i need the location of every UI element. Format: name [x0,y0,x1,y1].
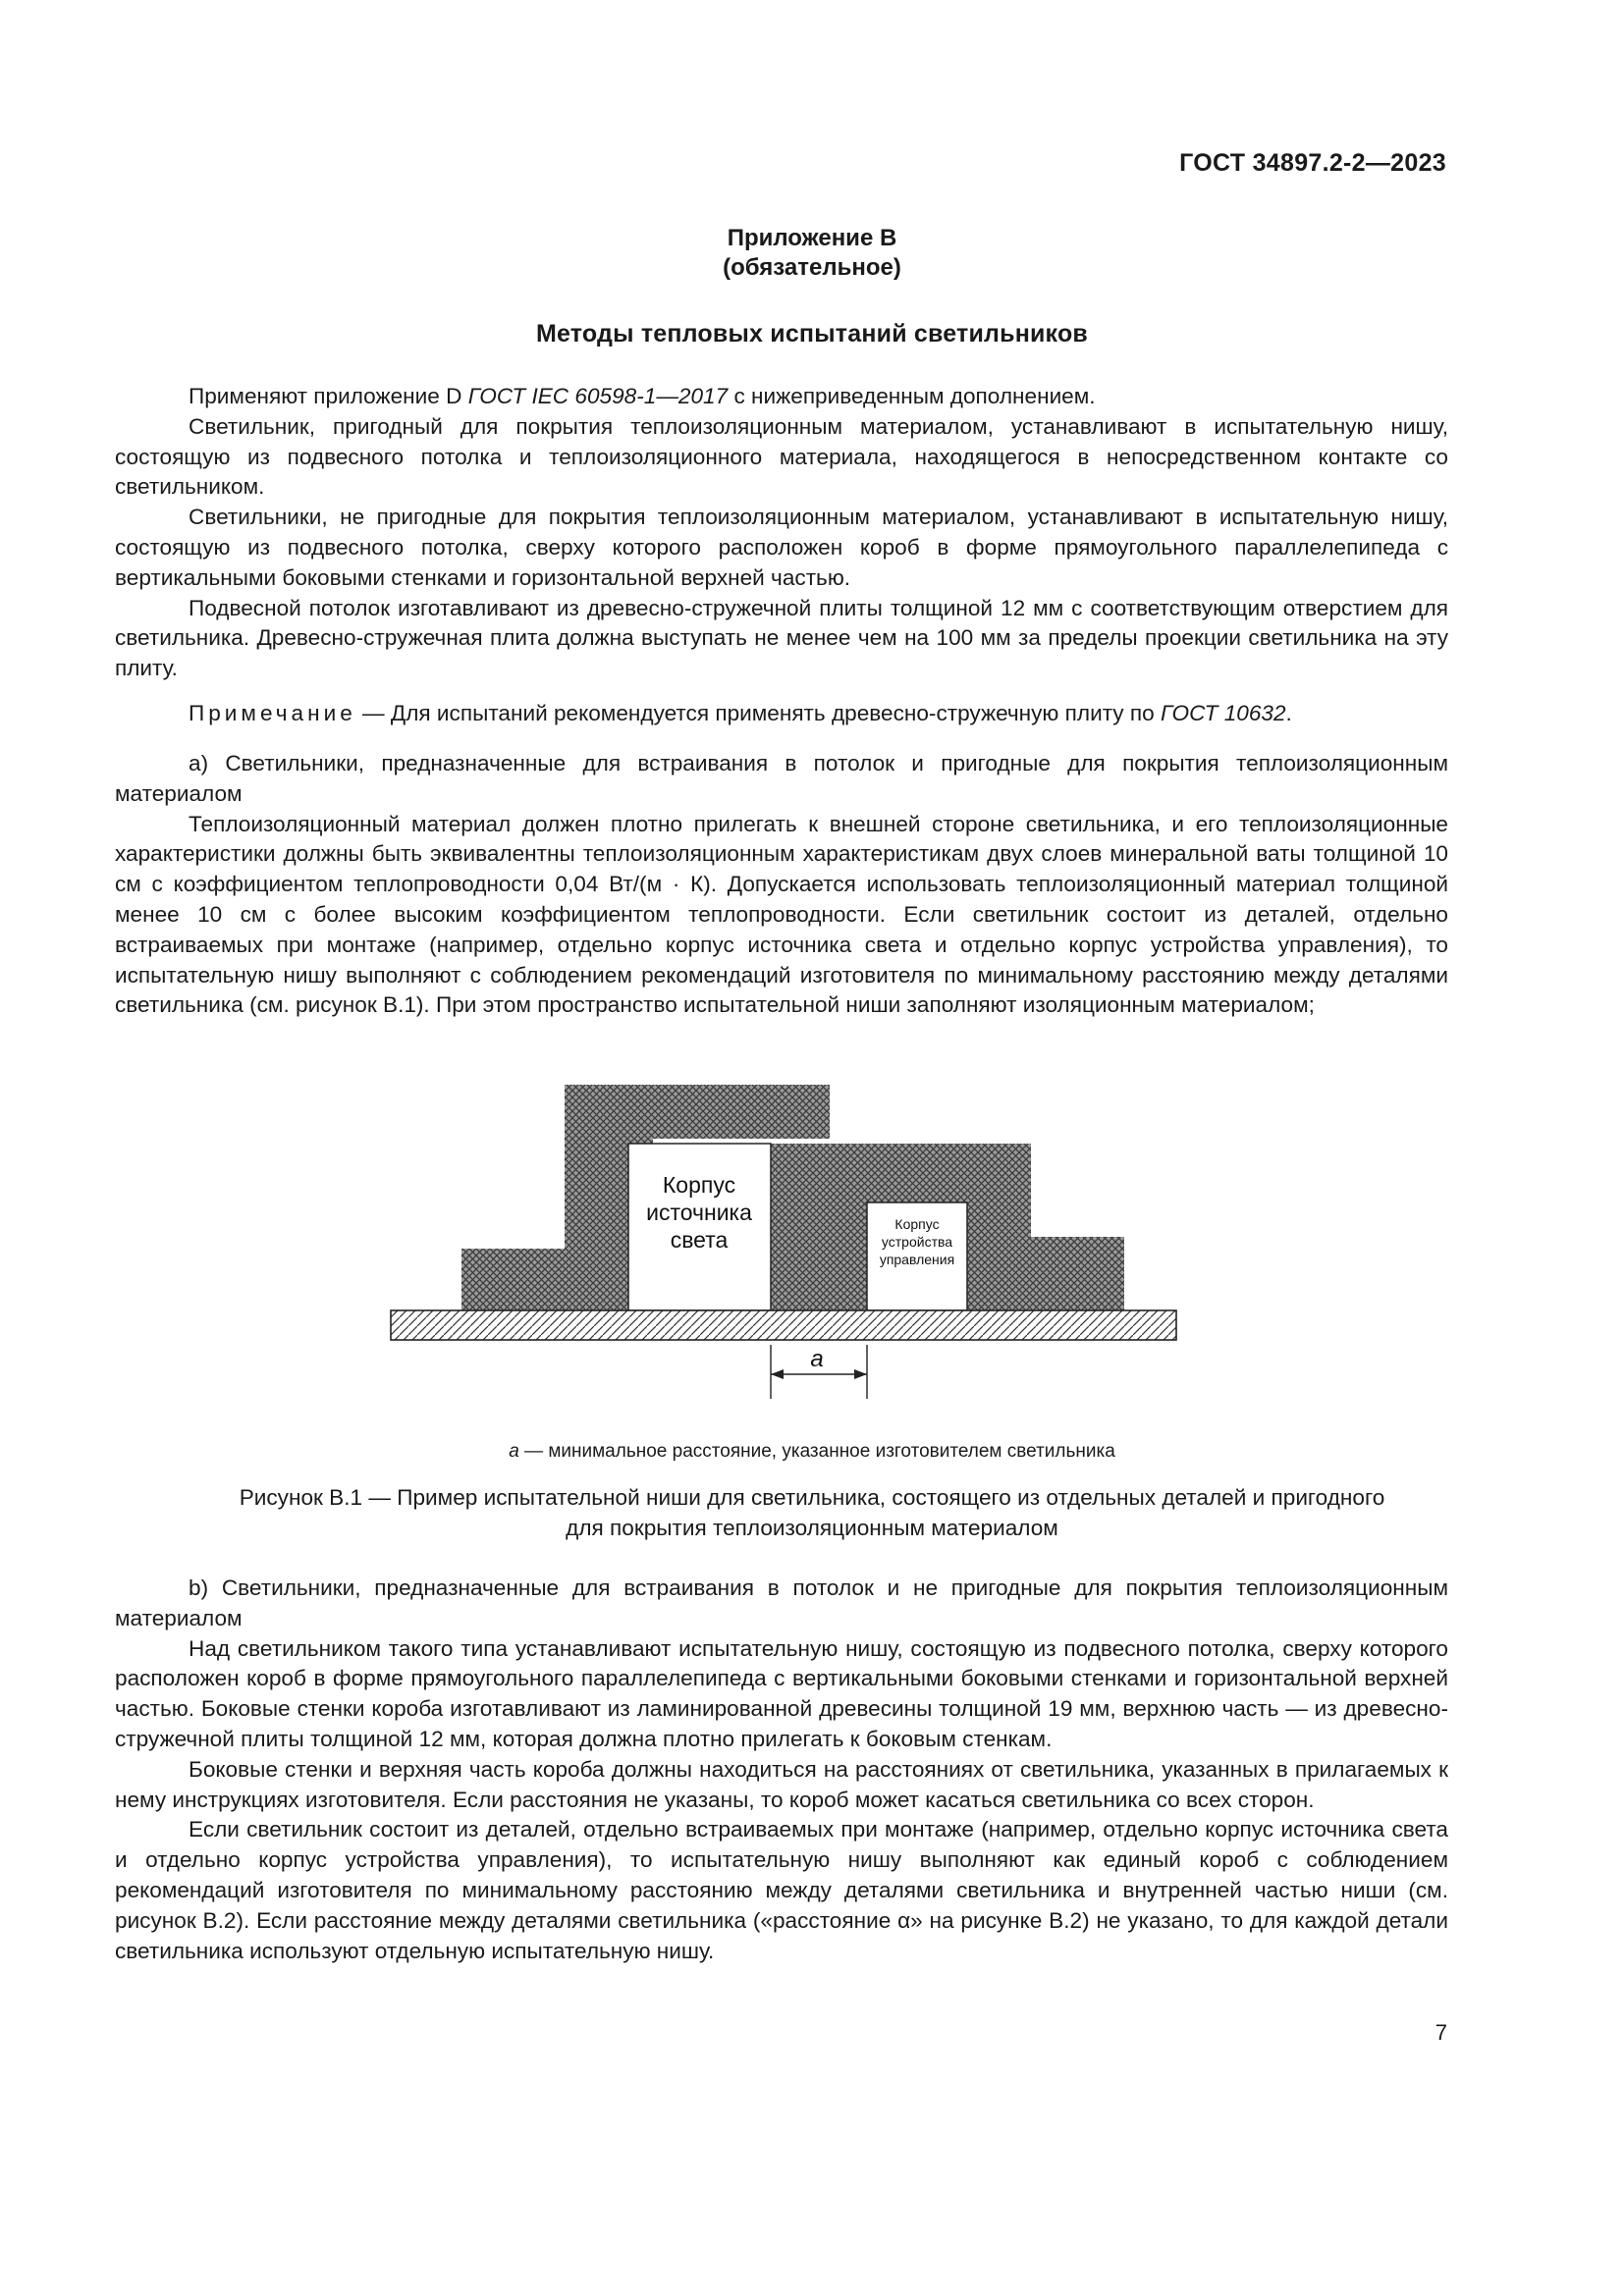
item-b-paragraph-1: Над светильником такого типа устанавливают испытательную нишу, состоящую из подвесного потолка, сверху которого расположен короб в форме прямоугольного параллелепипеда с вертикальными боковыми стенками и горизонтальной верхней частью. Боковые стенки короба изготавливают из ламинированной древесины толщиной 19 мм, верхнюю часть — из древесно-стружечной плиты толщиной 12 мм, которая должна плотно прилегать к боковым стенкам. [115,1635,1448,1751]
intro-paragraph-3: Светильники, не пригодные для покрытия теплоизоляционным материалом, устанавливают в испытательную нишу, состоящую из подвесного потолка, сверху которого расположен короб в форме прямоугольного параллелепипеда с вертикальными боковыми стенками и горизонтальной верхней частью. [115,505,1448,590]
ceiling-board [391,1310,1176,1340]
standard-reference: ГОСТ IEC 60598-1—2017 [467,384,729,408]
item-b-paragraph-2: Боковые стенки и верхняя часть короба должны находиться на расстояниях от светильника, указанных в прилагаемых к нему инструкциях изготовителя. Если расстояния не указаны, то короб может касаться светильника со всех сторон. [115,1756,1448,1812]
figure-b1 [373,1070,1198,1404]
item-a-title: a) Светильники, предназначенные для встраивания в потолок и пригодные для покрытия теплоизоляционным материалом [115,751,1448,806]
intro-section [115,382,1448,684]
test-niche-diagram [373,1070,1198,1404]
intro-text-end: с нижеприведенным дополнением. [728,384,1096,408]
insulation-right-low [1026,1237,1124,1310]
light-source-label-3: света [670,1227,729,1253]
note-end: . [1285,701,1292,725]
insulation-left-column [565,1085,628,1310]
insulation-left-low [461,1249,569,1310]
figure-caption-line-2: для покрытия теплоизоляционным материалом [566,1516,1058,1540]
light-source-label-1: Корпус [662,1172,736,1198]
standard-code: ГОСТ 34897.2-2—2023 [1179,149,1446,177]
note-label: Примечание [189,701,356,725]
item-b-paragraph-3: Если светильник состоит из деталей, отдельно встраиваемых при монтаже (например, отдельно корпус источника света и отдельно корпус устройства управления), то испытательную нишу выполняют как единый короб с соблюдением рекомендаций изготовителя по минимальному расстоянию между деталями светильника и внутренней частью ниши (см. рисунок В.2). Если расстояние между деталями светильника («расстояние α» на рисунке В.2) не указано, то для каждой детали светильника используют отдельную испытательную нишу. [115,1817,1448,1963]
control-gear-label-2: устройства [881,1234,953,1250]
section-heading: Методы тепловых испытаний светильников [536,320,1088,347]
item-b-section [115,1574,1448,1966]
control-gear-label-1: Корпус [894,1216,940,1232]
insulation-right-top [967,1144,1031,1310]
dimension-label: a [810,1346,824,1372]
figure-caption [0,1482,1624,1543]
annex-status: (обязательное) [723,254,901,281]
legend-symbol: a [509,1441,519,1462]
intro-paragraph-2: Светильник, пригодный для покрытия теплоизоляционным материалом, устанавливают в испытательную нишу, состоящую из подвесного потолка и теплоизоляционного материала, находящегося в непосредственном контакте со светильником. [115,413,1448,500]
intro-paragraph-4: Подвесной потолок изготавливают из древесно-стружечной плиты толщиной 12 мм с соответствующим отверстием для светильника. Древесно-стружечная плита должна выступать не менее чем на 100 мм за пределы проекции светильника на эту плиту. [115,595,1448,681]
intro-paragraph-1 [115,382,1448,412]
note-text: — Для испытаний рекомендуется применять древесно-стружечную плиту по [355,701,1161,725]
note-reference: ГОСТ 10632 [1160,701,1286,725]
page-number: 7 [1435,2020,1447,2045]
item-b-title: b) Светильники, предназначенные для встраивания в потолок и не пригодные для покрытия теплоизоляционным материалом [115,1575,1448,1630]
figure-caption-line-1: Рисунок В.1 — Пример испытательной ниши для светильника, состоящего из отдельных деталей и пригодного [239,1485,1385,1510]
item-a-section [115,749,1448,1021]
control-gear-label-3: управления [879,1252,955,1267]
dimension-arrow-left [771,1369,784,1379]
item-a-text: Теплоизоляционный материал должен плотно прилегать к внешней стороне светильника, и его теплоизоляционные характеристики должны быть эквивалентны теплоизоляционным характеристикам двух слоев минеральной ваты толщиной 10 см с коэффициентом теплопроводности 0,04 Вт/(м · К). Допускается использовать теплоизоляционный материал толщиной менее 10 см с более высоким коэффициентом теплопроводности. Если светильник состоит из деталей, отдельно встраиваемых при монтаже (например, отдельно корпус источника света и отдельно корпус устройства управления), то испытательную нишу выполняют с соблюдением рекомендаций изготовителя по минимальному расстоянию между деталями светильника (см. рисунок В.1). При этом пространство испытательной ниши заполняют изоляционным материалом; [115,811,1448,1018]
note [115,699,1448,729]
note-paragraph [115,699,1448,729]
figure-legend [0,1441,1624,1463]
light-source-label-2: источника [646,1200,752,1225]
legend-text: — минимальное расстояние, указанное изготовителем светильника [518,1441,1115,1462]
annex-title: Приложение В [727,225,897,251]
intro-text: Применяют приложение D [189,384,468,408]
dimension-arrow-right [854,1369,867,1379]
